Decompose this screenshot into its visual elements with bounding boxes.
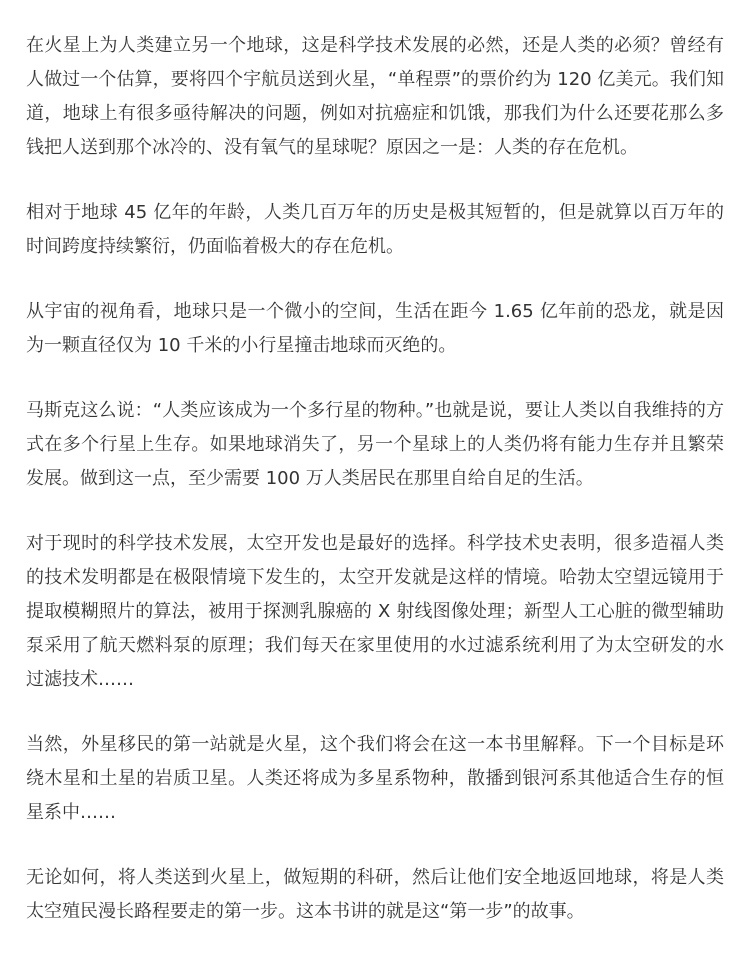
paragraph-dinosaur-extinction: 从宇宙的视角看，地球只是一个微小的空间，生活在距今 1.65 亿年前的恐龙，就是因为一颗直径仅为 10 千米的小行星撞击地球而灭绝的。 xyxy=(26,301,724,356)
paragraph-space-technology: 对于现时的科学技术发展，太空开发也是最好的选择。科学技术史表明，很多造福人类的技术发明都是在极限情境下发生的，太空开发就是这样的情境。哈勃太空望远镜用于提取模糊照片的算法，被用于探测乳腺癌的 X 射线图像处理；新型人工心脏的微型辅助泵采用了航天燃料泵的原理；我们每天在家里使用的水过滤系统利用了为太空研发的水过滤技术…… xyxy=(26,533,724,690)
paragraph-mars-question: 在火星上为人类建立另一个地球，这是科学技术发展的必然，还是人类的必须？曾经有人做过一个估算，要将四个宇航员送到火星，“单程票”的票价约为 120 亿美元。我们知道，地球上有很多亟待解决的问题，例如对抗癌症和饥饿，那我们为什么还要花那么多钱把人送到那个冰冷的、没有氧气的星球呢？原因之一是：人类的存在危机。 xyxy=(26,35,724,158)
paragraph-next-targets: 当然，外星移民的第一站就是火星，这个我们将会在这一本书里解释。下一个目标是环绕木星和土星的岩质卫星。人类还将成为多星系物种，散播到银河系其他适合生存的恒星系中…… xyxy=(26,734,724,823)
paragraph-musk-quote: 马斯克这么说：“人类应该成为一个多行星的物种。”也就是说，要让人类以自我维持的方式在多个行星上生存。如果地球消失了，另一个星球上的人类仍将有能力生存并且繁荣发展。做到这一点，至少需要 100 万人类居民在那里自给自足的生活。 xyxy=(26,400,724,489)
paragraph-human-history: 相对于地球 45 亿年的年龄，人类几百万年的历史是极其短暂的，但是就算以百万年的时间跨度持续繁衍，仍面临着极大的存在危机。 xyxy=(26,202,724,257)
paragraph-first-step: 无论如何，将人类送到火星上，做短期的科研，然后让他们安全地返回地球，将是人类太空殖民漫长路程要走的第一步。这本书讲的就是这“第一步”的故事。 xyxy=(26,867,724,922)
